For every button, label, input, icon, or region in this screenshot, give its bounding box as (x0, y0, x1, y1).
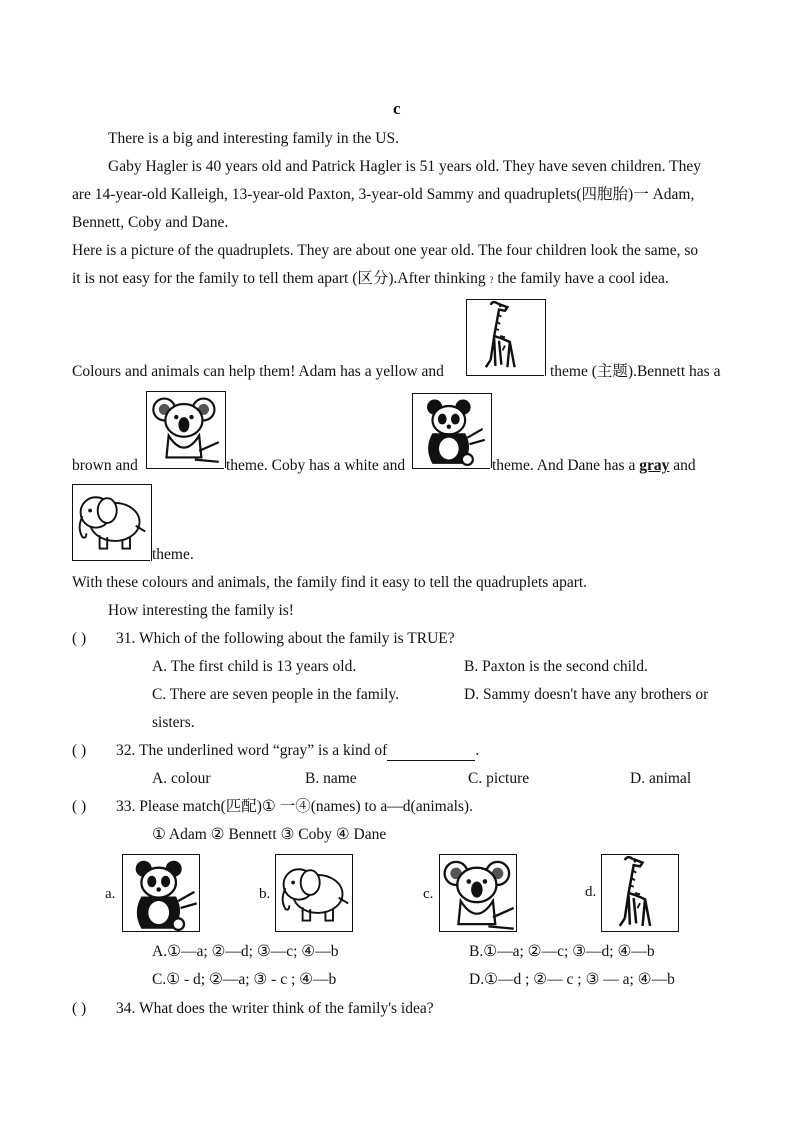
text-mark: ? (489, 275, 494, 285)
option-31-a[interactable]: A. The first child is 13 years old. (152, 658, 357, 675)
picture-label-c: c. (423, 886, 434, 902)
answer-paren-33[interactable]: ( ) (72, 798, 87, 815)
text-segment: 32. The underlined word “gray” is a kind of (116, 742, 388, 759)
giraffe-icon (601, 854, 679, 932)
koala-icon (146, 391, 226, 468)
section-title: c (393, 99, 401, 118)
text-segment: the family have a cool idea. (497, 270, 669, 287)
answer-paren-32[interactable]: ( ) (72, 742, 87, 759)
text-dane-theme (492, 457, 696, 475)
option-32-a[interactable]: A. colour (152, 770, 211, 787)
option-31-b[interactable]: B. Paxton is the second child. (464, 658, 648, 675)
option-31-d[interactable]: D. Sammy doesn't have any brothers or (464, 686, 709, 703)
paragraph-family-line2: are 14-year-old Kalleigh, 13-year-old Paxton, 3-year-old Sammy and quadruplets(四胞胎)一 Adam, (72, 186, 695, 203)
answer-blank (412, 468, 490, 469)
paragraph-closing: How interesting the family is! (108, 602, 294, 619)
text-segment: theme. And Dane has a (492, 457, 636, 474)
answer-blank (387, 742, 475, 761)
giraffe-icon (466, 299, 546, 376)
text-coby-theme: theme. Coby has a white and (226, 457, 406, 474)
koala-icon (439, 854, 517, 932)
option-32-d[interactable]: D. animal (630, 770, 692, 787)
text-theme: theme. (152, 546, 194, 563)
picture-label-b: b. (259, 886, 271, 902)
paragraph-themes-line1-end: theme (主题).Bennett has a (550, 363, 721, 380)
picture-label-d: d. (585, 884, 597, 900)
answer-paren-34[interactable]: ( ) (72, 1000, 87, 1017)
text-segment: it is not easy for the family to tell them apart (区分).After thinking (72, 270, 486, 287)
option-31-c[interactable]: C. There are seven people in the family. (152, 686, 400, 703)
text-segment: and (673, 457, 696, 474)
elephant-icon (275, 854, 353, 932)
paragraph-picture-line2 (72, 270, 669, 289)
option-32-c[interactable]: C. picture (468, 770, 530, 787)
question-33-names: ① Adam ② Bennett ③ Coby ④ Dane (152, 826, 387, 843)
paragraph-conclusion: With these colours and animals, the family find it easy to tell the quadruplets apart. (72, 574, 588, 591)
paragraph-picture-line1: Here is a picture of the quadruplets. They are about one year old. The four children look the same, so (72, 242, 699, 259)
option-33-b[interactable]: B.①—a; ②—c; ③—d; ④—b (469, 943, 655, 960)
paragraph-family-line3: Bennett, Coby and Dane. (72, 214, 229, 231)
paragraph-themes-line1: Colours and animals can help them! Adam has a yellow and (72, 363, 444, 380)
text-segment: . (475, 742, 480, 759)
question-31-stem: 31. Which of the following about the family is TRUE? (116, 630, 455, 647)
question-34-stem: 34. What does the writer think of the family's idea? (116, 1000, 434, 1017)
panda-icon (122, 854, 200, 932)
paragraph-family-line1: Gaby Hagler is 40 years old and Patrick Hagler is 51 years old. They have seven children. They (108, 158, 701, 175)
option-31-d-cont: sisters. (152, 714, 195, 731)
picture-label-a: a. (105, 886, 116, 902)
option-33-d[interactable]: D.①—d ; ②— c ; ③ — a; ④—b (469, 971, 675, 988)
elephant-icon (72, 484, 152, 561)
question-32-stem (116, 742, 479, 761)
option-33-a[interactable]: A.①—a; ②—d; ③—c; ④—b (152, 943, 339, 960)
text-brown-and: brown and (72, 457, 138, 474)
answer-paren-31[interactable]: ( ) (72, 630, 87, 647)
answer-blank (72, 560, 150, 561)
option-32-b[interactable]: B. name (305, 770, 357, 787)
panda-icon (412, 393, 492, 468)
underlined-word-gray: gray (639, 457, 670, 474)
answer-blank (466, 375, 544, 376)
answer-blank (146, 468, 224, 469)
option-33-c[interactable]: C.① - d; ②—a; ③ - c ; ④—b (152, 971, 337, 988)
paragraph-intro: There is a big and interesting family in the US. (108, 130, 399, 147)
question-33-stem: 33. Please match(匹配)① 一④(names) to a—d(animals). (116, 798, 473, 815)
